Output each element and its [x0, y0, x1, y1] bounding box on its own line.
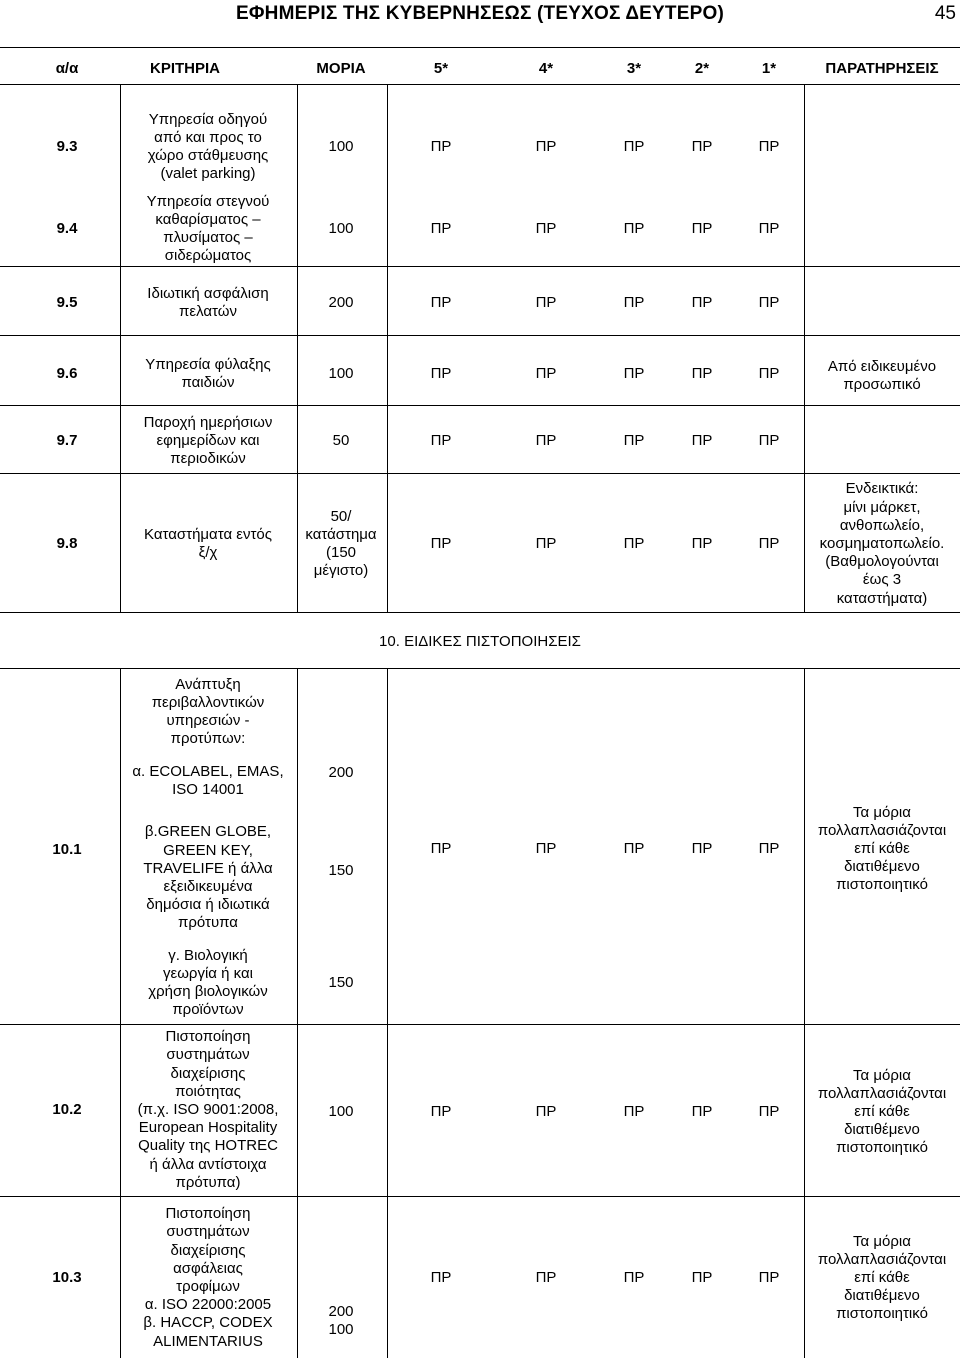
criteria-cell [145, 356, 271, 392]
criteria-cell-line: (valet parking) [160, 165, 256, 183]
row-rule [0, 84, 960, 85]
pr-cell-line: ΠΡ [691, 364, 713, 382]
notes-cell-line: έως 3 [862, 571, 902, 589]
pr-cell [624, 220, 645, 238]
pr-cell [536, 535, 557, 553]
pr-cell [431, 220, 452, 238]
column-rule [387, 84, 388, 612]
pr-cell-line: ΠΡ [623, 431, 645, 449]
column-header: 3* [626, 60, 642, 77]
criteria-cell-line: εφημερίδων και [156, 431, 260, 449]
column-rule [120, 668, 121, 1358]
criteria-cell-line: τροφίμων [176, 1278, 240, 1295]
pr-cell-line: ΠΡ [691, 534, 713, 552]
criteria-cell-line: Ανάπτυξη [175, 675, 241, 693]
notes-cell [818, 804, 946, 895]
criteria-cell [147, 193, 270, 266]
criteria-cell-line: ALIMENTARIUS [153, 1332, 263, 1350]
pr-cell [759, 432, 780, 450]
criteria-cell-line: Υπηρεσία οδηγού [148, 110, 268, 128]
pr-cell [536, 1269, 557, 1287]
criteria-cell [152, 676, 265, 749]
notes-cell-line: Τα μόρια [853, 1232, 911, 1250]
criteria-cell-line: β. HACCP, CODEX [143, 1314, 273, 1332]
pr-cell [624, 294, 645, 312]
pr-cell-line: ΠΡ [691, 839, 713, 857]
row-rule [0, 473, 960, 474]
pr-cell-line: ΠΡ [535, 534, 557, 552]
criteria-cell-line: α. ECOLABEL, EMAS, [132, 762, 284, 780]
row-rule [0, 405, 960, 406]
row-id [57, 294, 78, 312]
column-header: 5* [433, 60, 449, 77]
criteria-cell-line: Quality της HOTREC [138, 1137, 278, 1155]
pr-cell-line: ΠΡ [758, 1102, 780, 1120]
points-cell-line: 50 [332, 431, 350, 449]
notes-cell-line: Τα μόρια [853, 803, 911, 821]
points-cell [328, 1303, 353, 1339]
notes-cell [818, 1067, 946, 1158]
criteria-cell-line: European Hospitality [138, 1119, 278, 1137]
row-id-line: 10.3 [52, 1268, 82, 1286]
pr-cell [692, 365, 713, 383]
criteria-cell [148, 111, 269, 184]
pr-cell [692, 1269, 713, 1287]
pr-cell [759, 138, 780, 156]
notes-cell-line: Από ειδικευμένο [827, 357, 937, 375]
criteria-cell-line: συστημάτων [166, 1223, 250, 1241]
notes-cell-line: Ενδεικτικά: [845, 480, 919, 498]
criteria-cell-line: εξειδικευμένα [163, 878, 253, 895]
pr-cell [624, 365, 645, 383]
row-rule [0, 1024, 960, 1025]
pr-cell [536, 294, 557, 312]
pr-cell-line: ΠΡ [691, 219, 713, 237]
notes-cell-line: (Βαθμολογούνται [825, 553, 939, 571]
criteria-cell-line: Πιστοποίηση [165, 1205, 251, 1223]
points-cell-line: (150 [325, 544, 357, 561]
criteria-cell-line: πελατών [179, 303, 237, 320]
pr-cell-line: ΠΡ [758, 364, 780, 382]
criteria-cell-line: γεωργία ή και [163, 964, 253, 982]
column-header: ΜΟΡΙΑ [316, 60, 366, 77]
pr-cell-line: ΠΡ [430, 839, 452, 857]
column-rule [120, 84, 121, 612]
pr-cell-line: ΠΡ [691, 431, 713, 449]
row-id [52, 1269, 81, 1287]
criteria-cell-line: παιδιών [181, 374, 235, 391]
points-cell-line: 100 [328, 1321, 354, 1338]
row-rule [0, 266, 960, 267]
pr-cell [692, 220, 713, 238]
points-cell-line: 200 [328, 293, 354, 311]
page-number: 45 [934, 3, 956, 24]
pr-cell [624, 138, 645, 156]
pr-cell-line: ΠΡ [535, 1102, 557, 1120]
pr-cell [692, 138, 713, 156]
pr-cell-line: ΠΡ [691, 293, 713, 311]
pr-cell [431, 535, 452, 553]
criteria-cell-line: πρότυπα [178, 914, 238, 932]
pr-cell-line: ΠΡ [623, 1102, 645, 1120]
criteria-cell-line: δημόσια ή ιδιωτικά [146, 896, 270, 914]
notes-cell [820, 480, 945, 607]
criteria-cell-line: Υπηρεσία στεγνού [146, 192, 270, 210]
pr-cell-line: ΠΡ [535, 293, 557, 311]
points-cell [328, 220, 353, 238]
pr-cell [759, 1269, 780, 1287]
criteria-cell [143, 823, 272, 932]
notes-cell-line: διατιθέμενο [844, 1121, 920, 1139]
notes-cell-line: Τα μόρια [853, 1066, 911, 1084]
row-id-line: 9.4 [56, 219, 78, 237]
criteria-cell-line: γ. Βιολογική [168, 946, 248, 964]
criteria-cell-line: Υπηρεσία φύλαξης [145, 355, 271, 373]
criteria-cell-line: προϊόντων [172, 1001, 244, 1019]
criteria-cell-line: σιδερώματος [164, 247, 252, 265]
row-id-line: 10.1 [52, 840, 82, 858]
pr-cell-line: ΠΡ [758, 839, 780, 857]
points-cell [328, 138, 353, 156]
points-cell [328, 974, 353, 992]
criteria-cell-line: χώρο στάθμευσης [147, 147, 269, 164]
column-header: ΠΑΡΑΤΗΡΗΣΕΙΣ [825, 60, 939, 77]
row-id [57, 535, 78, 553]
pr-cell [431, 138, 452, 156]
criteria-cell [148, 947, 268, 1020]
pr-cell-line: ΠΡ [758, 534, 780, 552]
notes-cell-line: επί κάθε [854, 1102, 910, 1120]
pr-cell-line: ΠΡ [623, 534, 645, 552]
pr-cell-line: ΠΡ [758, 219, 780, 237]
pr-cell [759, 294, 780, 312]
criteria-cell-line: υπηρεσιών - [166, 712, 250, 729]
pr-cell [624, 535, 645, 553]
criteria-cell-line: καθαρίσματος – [155, 210, 261, 228]
section-heading [379, 633, 581, 651]
criteria-cell-line: διαχείρισης [170, 1241, 246, 1259]
pr-cell [759, 840, 780, 858]
column-header: 4* [538, 60, 554, 77]
column-header: α/α [55, 60, 79, 77]
criteria-cell-line: TRAVELIFE ή άλλα [143, 859, 273, 877]
pr-cell [431, 1103, 452, 1121]
criteria-cell-line: GREEN KEY, [163, 841, 253, 859]
pr-cell-line: ΠΡ [623, 293, 645, 311]
criteria-cell-line: Καταστήματα εντός [144, 525, 272, 543]
pr-cell [536, 365, 557, 383]
criteria-cell-line: συστημάτων [166, 1046, 250, 1064]
points-cell-line: 100 [328, 137, 354, 155]
criteria-cell-line: Πιστοποίηση [165, 1028, 251, 1046]
points-cell [305, 508, 376, 581]
criteria-cell-line: (π.χ. ISO 9001:2008, [137, 1100, 279, 1118]
pr-cell [692, 840, 713, 858]
criteria-cell [138, 1028, 279, 1192]
row-id [57, 365, 78, 383]
notes-cell-line: πιστοποιητικό [836, 876, 928, 894]
pr-cell-line: ΠΡ [623, 219, 645, 237]
row-id [57, 138, 78, 156]
criteria-cell-line: περιβαλλοντικών [151, 693, 265, 711]
pr-cell-line: ΠΡ [535, 137, 557, 155]
pr-cell [536, 432, 557, 450]
points-cell-line: 200 [328, 1302, 354, 1320]
pr-cell [536, 840, 557, 858]
pr-cell-line: ΠΡ [535, 431, 557, 449]
pr-cell-line: ΠΡ [758, 293, 780, 311]
criteria-cell-line: ξ/χ [198, 544, 218, 561]
pr-cell-line: ΠΡ [430, 364, 452, 382]
notes-cell-line: πιστοποιητικό [836, 1139, 928, 1157]
notes-cell-line: διατιθέμενο [844, 1287, 920, 1305]
pr-cell-line: ΠΡ [535, 364, 557, 382]
criteria-cell [144, 414, 273, 469]
notes-cell-line: ανθοπωλείο, [839, 516, 925, 534]
criteria-cell-line: ή άλλα αντίστοιχα [149, 1155, 267, 1173]
pr-cell [431, 294, 452, 312]
row-id [52, 841, 81, 859]
pr-cell [759, 1103, 780, 1121]
criteria-cell-line: περιοδικών [170, 450, 246, 468]
pr-cell-line: ΠΡ [430, 1102, 452, 1120]
notes-cell [818, 1233, 946, 1324]
criteria-cell-line: ποιότητας [175, 1082, 241, 1100]
row-rule [0, 1196, 960, 1197]
pr-cell-line: ΠΡ [623, 1268, 645, 1286]
pr-cell-line: ΠΡ [430, 137, 452, 155]
pr-cell-line: ΠΡ [758, 1268, 780, 1286]
criteria-cell-line: ISO 14001 [172, 781, 244, 798]
pr-cell [431, 365, 452, 383]
pr-cell [431, 432, 452, 450]
points-cell [328, 294, 353, 312]
points-cell-line: 200 [328, 763, 354, 781]
pr-cell-line: ΠΡ [430, 293, 452, 311]
row-id-line: 10.2 [52, 1100, 82, 1118]
row-rule [0, 335, 960, 336]
criteria-cell-line: διαχείρισης [170, 1064, 246, 1082]
column-rule [804, 668, 805, 1358]
row-id-line: 9.7 [56, 431, 78, 449]
pr-cell-line: ΠΡ [691, 1268, 713, 1286]
pr-cell-line: ΠΡ [535, 1268, 557, 1286]
notes-cell-line: επί κάθε [854, 1268, 910, 1286]
pr-cell [536, 1103, 557, 1121]
notes-cell-line: επί κάθε [854, 839, 910, 857]
column-rule [297, 84, 298, 612]
pr-cell [624, 840, 645, 858]
pr-cell-line: ΠΡ [430, 534, 452, 552]
column-header: ΚΡΙΤΗΡΙΑ [149, 60, 221, 77]
pr-cell-line: ΠΡ [535, 219, 557, 237]
notes-cell-line: πολλαπλασιάζονται [817, 1250, 947, 1268]
criteria-cell [143, 1205, 272, 1351]
criteria-cell-line: από και προς το [154, 128, 262, 146]
points-cell-line: 150 [328, 973, 354, 991]
pr-cell [624, 1103, 645, 1121]
row-id-line: 9.3 [56, 137, 78, 155]
pr-cell [692, 535, 713, 553]
criteria-cell-line: πρότυπα) [175, 1173, 241, 1191]
row-rule [0, 47, 960, 48]
notes-cell-line: κοσμηματοπωλείο. [819, 534, 945, 552]
criteria-cell-line: ασφάλειας [173, 1259, 243, 1277]
column-rule [387, 668, 388, 1358]
page-header [0, 0, 960, 34]
points-cell-line: 100 [328, 1102, 354, 1120]
pr-cell [624, 1269, 645, 1287]
pr-cell-line: ΠΡ [758, 431, 780, 449]
criteria-cell-line: προτύπων: [170, 730, 246, 748]
column-rule [804, 84, 805, 612]
points-cell [328, 764, 353, 782]
pr-cell [536, 138, 557, 156]
points-cell [328, 365, 353, 383]
column-header: 1* [761, 60, 777, 77]
pr-cell-line: ΠΡ [535, 839, 557, 857]
criteria-cell-line: α. ISO 22000:2005 [144, 1296, 272, 1314]
points-cell-line: μέγιστο) [313, 562, 369, 580]
criteria-cell-line: πλυσίματος – [163, 229, 253, 246]
row-rule [0, 668, 960, 669]
pr-cell-line: ΠΡ [691, 1102, 713, 1120]
pr-cell [759, 365, 780, 383]
pr-cell-line: ΠΡ [430, 1268, 452, 1286]
notes-cell-line: πολλαπλασιάζονται [817, 1084, 947, 1102]
column-rule [297, 668, 298, 1358]
pr-cell [692, 1103, 713, 1121]
pr-cell [759, 535, 780, 553]
section-heading-line: 10. ΕΙΔΙΚΕΣ ΠΙΣΤΟΠΟΙΗΣΕΙΣ [379, 632, 581, 650]
pr-cell-line: ΠΡ [623, 364, 645, 382]
row-id-line: 9.6 [56, 364, 78, 382]
points-cell [333, 432, 350, 450]
pr-cell-line: ΠΡ [623, 839, 645, 857]
notes-cell-line: πολλαπλασιάζονται [817, 821, 947, 839]
points-cell [328, 862, 353, 880]
gazette-title: ΕΦΗΜΕΡΙΣ ΤΗΣ ΚΥΒΕΡΝΗΣΕΩΣ (ΤΕΥΧΟΣ ΔΕΥΤΕΡΟ) [236, 3, 724, 24]
pr-cell [692, 432, 713, 450]
pr-cell-line: ΠΡ [758, 137, 780, 155]
criteria-cell-line: χρήση βιολογικών [148, 983, 268, 1000]
criteria-cell [144, 526, 272, 562]
row-id [52, 1101, 81, 1119]
row-id [57, 220, 78, 238]
notes-cell [828, 358, 936, 394]
pr-cell-line: ΠΡ [430, 431, 452, 449]
criteria-cell-line: Παροχή ημερήσιων [143, 413, 273, 431]
criteria-cell [147, 285, 268, 321]
pr-cell [692, 294, 713, 312]
notes-cell-line: μίνι μάρκετ, [843, 498, 921, 516]
points-cell-line: 100 [328, 364, 354, 382]
row-id-line: 9.8 [56, 534, 78, 552]
pr-cell-line: ΠΡ [430, 219, 452, 237]
notes-cell-line: διατιθέμενο [844, 858, 920, 876]
column-header: 2* [694, 60, 710, 77]
notes-cell-line: προσωπικό [843, 376, 921, 393]
points-cell-line: κατάστημα [305, 525, 377, 543]
row-id [57, 432, 78, 450]
points-cell-line: 150 [328, 861, 354, 879]
points-cell-line: 100 [328, 219, 354, 237]
row-id-line: 9.5 [56, 293, 78, 311]
pr-cell [624, 432, 645, 450]
pr-cell [431, 1269, 452, 1287]
criteria-cell-line: Ιδιωτική ασφάλιση [147, 284, 269, 302]
notes-cell-line: πιστοποιητικό [836, 1305, 928, 1323]
pr-cell [536, 220, 557, 238]
row-rule [0, 612, 960, 613]
pr-cell-line: ΠΡ [691, 137, 713, 155]
notes-cell-line: καταστήματα) [836, 589, 928, 607]
pr-cell [759, 220, 780, 238]
points-cell-line: 50/ [330, 507, 352, 525]
criteria-cell [132, 763, 283, 799]
pr-cell-line: ΠΡ [623, 137, 645, 155]
points-cell [328, 1103, 353, 1121]
pr-cell [431, 840, 452, 858]
criteria-cell-line: β.GREEN GLOBE, [144, 823, 272, 841]
